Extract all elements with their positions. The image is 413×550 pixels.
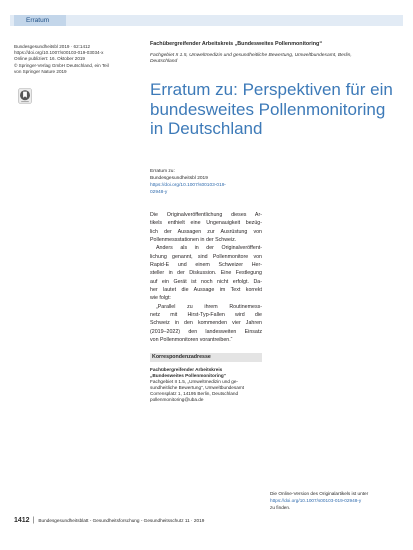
journal-issue: Bundesgesundheitsblatt - Gesundheitsforschung - Gesundheitsschutz 11 · 2019: [38, 518, 205, 523]
body-line: Rapid-E und einem Schweizer Her-: [150, 262, 262, 269]
body-line: lichung genannt, sind Pollenmonitore von: [150, 253, 262, 260]
article-meta: [14, 44, 144, 75]
correspondence-address: [150, 367, 262, 404]
article-title: [150, 80, 405, 139]
body-line: wie folgt:: [150, 295, 171, 302]
body-line: lich der Aussagen zur Ausrüstung von: [150, 228, 262, 235]
section-tab: [14, 15, 66, 26]
correspondence-heading: Korrespondenzadresse: [150, 353, 262, 362]
article-title-line: Erratum zu: Perspektiven für ein: [150, 80, 393, 99]
body-line: Die Originalveröffentlichung dieses Ar-: [150, 212, 262, 218]
body-line: auf ein Gerät ist noch nicht erfolgt. Da-: [150, 278, 262, 285]
footer-separator: |: [32, 517, 35, 524]
body-paragraph: [150, 211, 262, 244]
author-affiliation: [150, 53, 405, 65]
article-title-line: bundesweites Pollenmonitoring: [150, 99, 386, 119]
body-line: (2019–2022) den landesweiten Einsatz: [150, 328, 262, 335]
section-label: Erratum: [26, 17, 50, 24]
check-for-updates-badge[interactable]: [18, 88, 32, 104]
body-line: steller in der Diskussion. Eine Festlegung: [150, 270, 262, 277]
copyright-line: © Springer-Verlag GmbH Deutschland, ein Teil: [14, 62, 109, 68]
correspondence-line: Fachübergreifender Arbeitskreis: [150, 367, 223, 372]
body-line: Anders als in der Originalveröffent-: [156, 245, 262, 252]
author-group: Fachübergreifender Arbeitskreis „Bundesweites Pollenmonitoring“: [150, 41, 323, 47]
reference-label: Erratum zu:: [150, 169, 175, 174]
correspondence-line: Fachgebiet II 1.5, „Umweltmedizin und ge-: [150, 379, 239, 385]
affiliation-line: Deutschland: [150, 59, 178, 65]
note-line: zu finden.: [270, 505, 291, 510]
journal-citation: Bundesgesundheitsbl 2019 · 62:1412: [14, 44, 91, 49]
online-publication-date: Online publiziert: 16. Oktober 2019: [14, 56, 85, 62]
body-line: Schweiz in den kommenden vier Jahren: [150, 320, 262, 327]
article-doi-link[interactable]: https://doi.org/10.1007/s00103-019-03034-x: [14, 50, 104, 56]
correspondence-line: sundheitliche Bewertung“, Umweltbundesamt: [150, 385, 245, 391]
page-number: 1412: [14, 517, 30, 524]
correspondence-line: „Bundesweites Pollenmonitoring“: [150, 373, 227, 379]
article-title-line: in Deutschland: [150, 119, 263, 138]
body-line: tikels enthielt eine Ungenauigkeit bezüg-: [150, 220, 262, 227]
body-line: Pollenmessstationen in der Schweiz.: [150, 237, 237, 244]
body-line: „Parallel zu ihrem Routinemess-: [156, 303, 262, 310]
affiliation-line: Fachgebiet II 1.5, Umweltmedizin und gesundheitliche Bewertung, Umweltbundesamt, Berlin,: [150, 53, 352, 58]
reference-doi-link[interactable]: 02948-y: [150, 190, 168, 195]
article-body: [150, 211, 262, 345]
correspondence-email-link[interactable]: pollenmonitoring@uba.de: [150, 397, 204, 403]
page-footer: [14, 516, 204, 526]
correspondence-line: Corrensplatz 1, 14195 Berlin, Deutschland: [150, 391, 239, 397]
section-band: [10, 15, 403, 26]
body-paragraph: [150, 244, 262, 302]
check-for-updates-icon: [18, 88, 32, 104]
body-line: von Pollenmonitoren vorantreiben.“: [150, 337, 233, 344]
original-article-doi-link[interactable]: https://doi.org/10.1007/s00103-019-02948-y: [270, 498, 362, 503]
body-line: netz mit Hirst-Typ-Fallen wird die: [150, 312, 262, 319]
body-line: her lautet die Aussage im Text korrekt: [150, 287, 262, 294]
reference-citation: Bundesgesundheitsbl 2019: [150, 176, 208, 181]
note-line: Die Online-Version des Originalartikels ist unter: [270, 491, 369, 496]
original-article-reference: [150, 168, 265, 196]
online-version-note: [270, 490, 403, 511]
body-paragraph: [150, 303, 262, 345]
reference-doi-link[interactable]: https://doi.org/10.1007/s00103-019-: [150, 183, 227, 188]
copyright-line: von Springer Nature 2019: [14, 68, 67, 74]
